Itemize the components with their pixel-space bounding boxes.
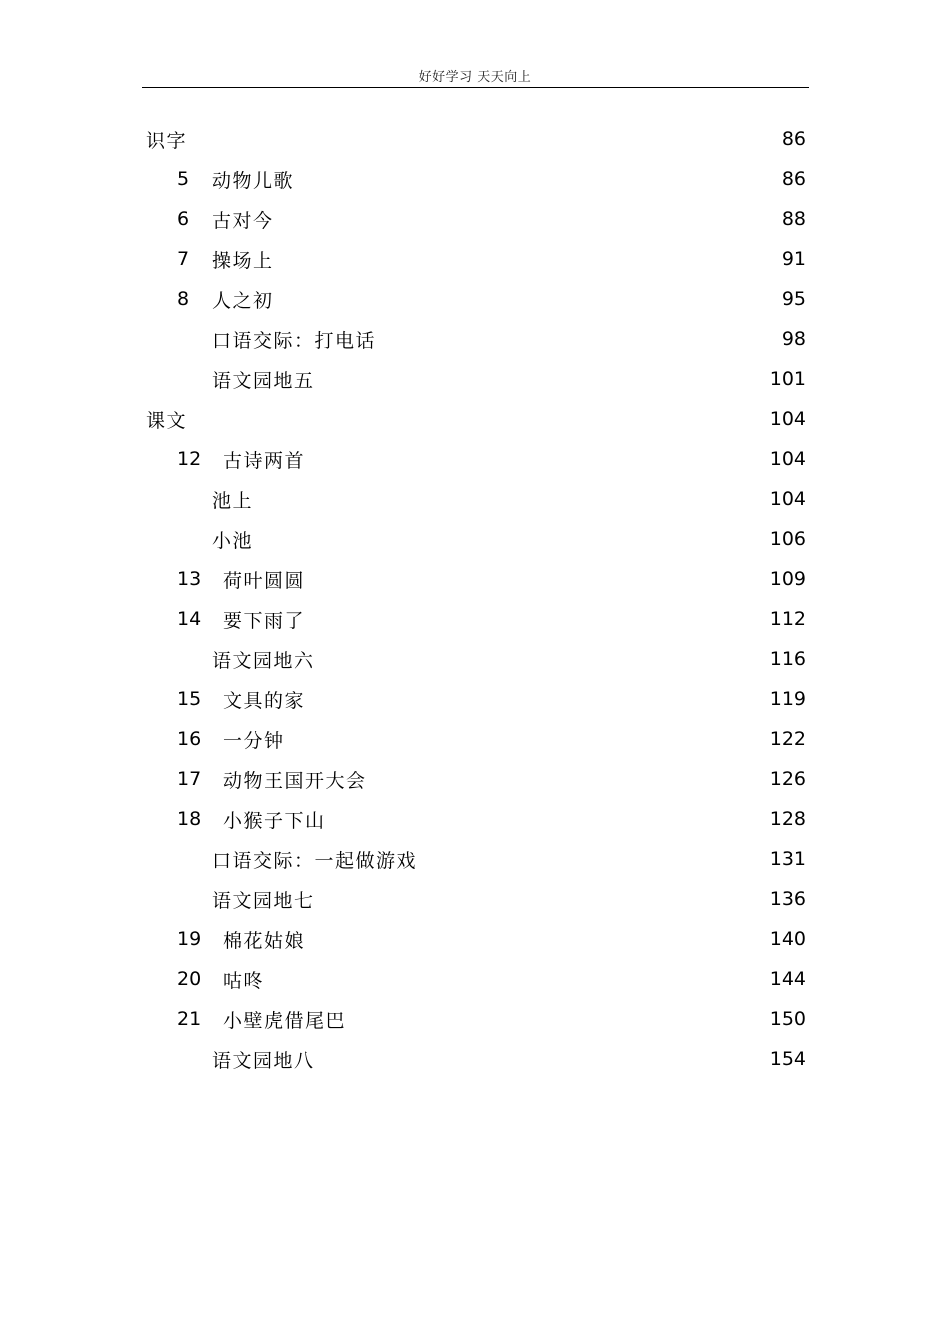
toc-entry-page: 136 xyxy=(769,888,806,910)
toc-entry-page: 104 xyxy=(769,488,806,510)
dot-leader xyxy=(298,169,779,189)
toc-entry-number: 16 xyxy=(177,728,202,750)
toc-entry-title: 池上 xyxy=(212,489,254,512)
toc-entry-page: 116 xyxy=(769,648,806,670)
dot-leader xyxy=(257,529,767,549)
toc-entry[interactable] xyxy=(0,319,950,359)
dot-leader xyxy=(309,929,767,949)
dot-leader xyxy=(309,569,767,589)
toc-entry-page: 91 xyxy=(781,248,806,270)
toc-entry-title: 要下雨了 xyxy=(223,609,306,632)
toc-entry-title: 人之初 xyxy=(212,289,274,312)
toc-entry-title: 动物儿歌 xyxy=(212,169,295,192)
toc-entry[interactable] xyxy=(0,479,950,519)
toc-entry-title: 语文园地八 xyxy=(212,1049,315,1072)
toc-entry-number: 8 xyxy=(177,288,190,310)
toc-entry-page: 104 xyxy=(769,448,806,470)
toc-entry-number: 19 xyxy=(177,928,202,950)
toc-entry[interactable] xyxy=(0,999,950,1039)
toc-entry-page: 154 xyxy=(769,1048,806,1070)
toc-entry[interactable] xyxy=(0,759,950,799)
dot-leader xyxy=(319,1049,767,1069)
dot-leader xyxy=(289,729,767,749)
dot-leader xyxy=(421,849,767,869)
toc-entry[interactable] xyxy=(0,919,950,959)
toc-entry-page: 86 xyxy=(781,168,806,190)
toc-entry[interactable] xyxy=(0,239,950,279)
toc-entry-title: 口语交际：打电话 xyxy=(212,329,377,352)
toc-entry-page: 140 xyxy=(769,928,806,950)
toc-entry-number: 18 xyxy=(177,808,202,830)
toc-entry-title: 古对今 xyxy=(212,209,274,232)
toc-entry[interactable] xyxy=(0,679,950,719)
toc-entry-number: 13 xyxy=(177,568,202,590)
toc-entry-title: 识字 xyxy=(146,129,188,152)
dot-leader xyxy=(268,969,767,989)
toc-entry-page: 98 xyxy=(781,328,806,350)
toc-entry[interactable] xyxy=(0,719,950,759)
toc-entry-title: 操场上 xyxy=(212,249,274,272)
toc-entry[interactable] xyxy=(0,879,950,919)
toc-entry-number: 15 xyxy=(177,688,202,710)
toc-entry-title: 课文 xyxy=(146,409,188,432)
toc-entry-title: 小猴子下山 xyxy=(223,809,326,832)
toc-entry-page: 101 xyxy=(769,368,806,390)
dot-leader xyxy=(380,329,779,349)
toc-entry-title: 小壁虎借尾巴 xyxy=(223,1009,347,1032)
dot-leader xyxy=(350,1009,767,1029)
toc-entry-page: 131 xyxy=(769,848,806,870)
toc-entry-title: 语文园地七 xyxy=(212,889,315,912)
toc-entry[interactable] xyxy=(0,839,950,879)
toc-entry[interactable] xyxy=(0,359,950,399)
toc-entry-page: 86 xyxy=(781,128,806,150)
toc-entry-title: 小池 xyxy=(212,529,254,552)
toc-entry-title: 一分钟 xyxy=(223,729,285,752)
toc-entry-title: 动物王国开大会 xyxy=(223,769,367,792)
dot-leader xyxy=(278,249,779,269)
toc-entry[interactable] xyxy=(0,639,950,679)
toc-entry[interactable] xyxy=(0,519,950,559)
dot-leader xyxy=(330,809,767,829)
toc-entry[interactable] xyxy=(0,159,950,199)
toc-entry-number: 12 xyxy=(177,448,202,470)
toc-entry[interactable] xyxy=(0,799,950,839)
dot-leader xyxy=(371,769,767,789)
toc-entry-title: 咕咚 xyxy=(223,969,265,992)
toc-entry[interactable] xyxy=(0,439,950,479)
dot-leader xyxy=(309,689,767,709)
dot-leader xyxy=(309,609,767,629)
toc-entry-page: 109 xyxy=(769,568,806,590)
toc-entry-number: 20 xyxy=(177,968,202,990)
toc-entry[interactable] xyxy=(0,399,950,439)
toc-entry-page: 150 xyxy=(769,1008,806,1030)
dot-leader xyxy=(257,489,767,509)
dot-leader xyxy=(191,129,779,149)
header-divider xyxy=(142,87,809,88)
table-of-contents xyxy=(0,119,950,1079)
toc-entry[interactable] xyxy=(0,119,950,159)
toc-entry-number: 5 xyxy=(177,168,190,190)
toc-entry-page: 122 xyxy=(769,728,806,750)
toc-entry-page: 144 xyxy=(769,968,806,990)
dot-leader xyxy=(319,889,767,909)
dot-leader xyxy=(319,649,767,669)
toc-entry-page: 95 xyxy=(781,288,806,310)
dot-leader xyxy=(191,409,767,429)
toc-entry[interactable] xyxy=(0,199,950,239)
toc-entry-page: 104 xyxy=(769,408,806,430)
toc-entry-page: 112 xyxy=(769,608,806,630)
toc-entry-page: 128 xyxy=(769,808,806,830)
toc-entry-title: 荷叶圆圆 xyxy=(223,569,306,592)
toc-entry-page: 126 xyxy=(769,768,806,790)
toc-entry-page: 88 xyxy=(781,208,806,230)
toc-entry[interactable] xyxy=(0,279,950,319)
toc-entry-page: 106 xyxy=(769,528,806,550)
toc-entry[interactable] xyxy=(0,959,950,999)
toc-entry[interactable] xyxy=(0,599,950,639)
page-header: 好好学习 天天向上 xyxy=(418,70,532,85)
toc-entry-title: 棉花姑娘 xyxy=(223,929,306,952)
toc-entry-title: 语文园地五 xyxy=(212,369,315,392)
toc-entry-number: 17 xyxy=(177,768,202,790)
toc-entry-number: 6 xyxy=(177,208,190,230)
dot-leader xyxy=(278,209,779,229)
toc-entry[interactable] xyxy=(0,1039,950,1079)
toc-entry-title: 文具的家 xyxy=(223,689,306,712)
toc-entry-title: 口语交际：一起做游戏 xyxy=(212,849,418,872)
dot-leader xyxy=(309,449,767,469)
toc-entry-number: 21 xyxy=(177,1008,202,1030)
dot-leader xyxy=(319,369,767,389)
toc-entry[interactable] xyxy=(0,559,950,599)
toc-entry-title: 语文园地六 xyxy=(212,649,315,672)
toc-entry-number: 7 xyxy=(177,248,190,270)
dot-leader xyxy=(278,289,779,309)
toc-entry-number: 14 xyxy=(177,608,202,630)
toc-entry-title: 古诗两首 xyxy=(223,449,306,472)
toc-entry-page: 119 xyxy=(769,688,806,710)
